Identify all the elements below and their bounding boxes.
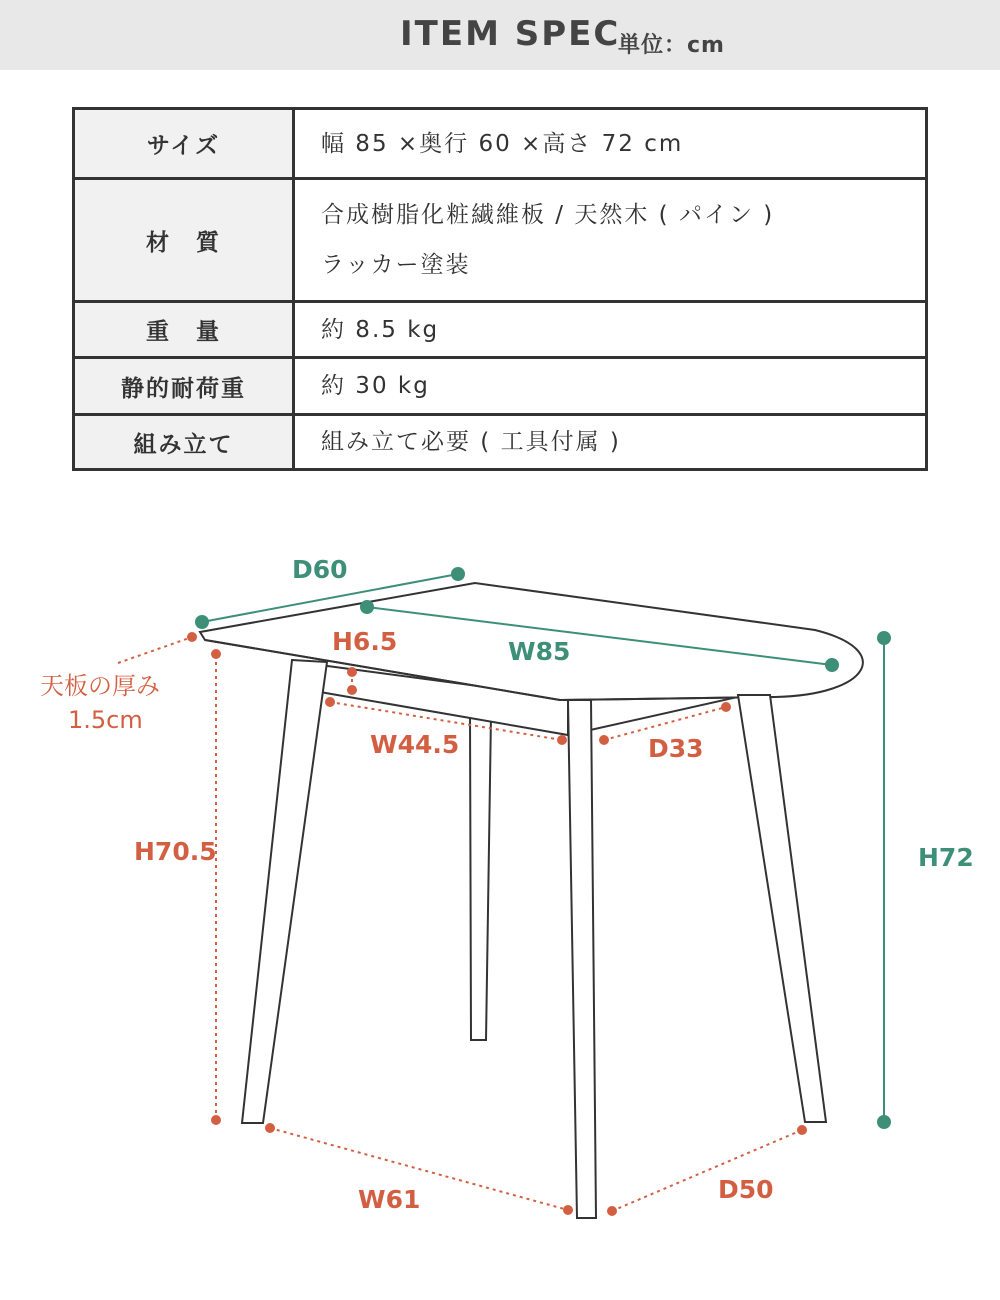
- w61-dot-start: [265, 1123, 275, 1133]
- h65-dot-top: [347, 667, 357, 677]
- spec-row-size: [74, 109, 927, 179]
- leg-center: [568, 700, 596, 1218]
- spec-value-material: [294, 179, 927, 302]
- table-drawing: [200, 583, 863, 1218]
- label-h65: H6.5: [332, 627, 398, 656]
- w445-dot-end: [557, 735, 567, 745]
- spec-value-size-line: 幅 85 ×奥行 60 ×高さ 72 cm: [321, 130, 684, 157]
- spec-value-material-line-1: 合成樹脂化粧繊維板 / 天然木 ( パイン ): [321, 202, 775, 228]
- leg-left: [242, 660, 327, 1123]
- spec-label-assembly: 組み立て: [74, 415, 294, 470]
- spec-label-weight: 重 量: [74, 302, 294, 358]
- spec-label-load: 静的耐荷重: [74, 358, 294, 415]
- spec-row-weight: [74, 302, 927, 358]
- h705-dot-top: [211, 649, 221, 659]
- spec-value-weight-line: 約 8.5 kg: [321, 316, 440, 343]
- w445-dot-start: [325, 697, 335, 707]
- d50-dot-end: [797, 1125, 807, 1135]
- label-d33: D33: [648, 734, 704, 763]
- d33-dot-end: [721, 702, 731, 712]
- label-top-thickness: 天板の厚み: [40, 672, 160, 700]
- label-h705: H70.5: [134, 837, 217, 866]
- w85-dot-start: [361, 601, 373, 613]
- label-w445: W44.5: [370, 730, 460, 759]
- spec-value-material-line-2: ラッカー塗装: [321, 252, 471, 278]
- label-d60: D60: [292, 555, 348, 584]
- thickness-dot: [187, 632, 197, 642]
- d50-dot-start: [607, 1206, 617, 1216]
- spec-value-assembly: [294, 415, 927, 470]
- d33-dot-start: [599, 735, 609, 745]
- spec-row-load: [74, 358, 927, 415]
- spec-value-size: [294, 109, 927, 179]
- w85-dot-end: [826, 659, 838, 671]
- header-unit: 単位：cm: [618, 33, 725, 58]
- orange-dimensions: [118, 637, 802, 1211]
- spec-label-material: 材 質: [74, 179, 294, 302]
- thickness-leader: [118, 637, 192, 663]
- back-leg: [470, 715, 491, 1040]
- w61-dot-end: [563, 1205, 573, 1215]
- label-w85: W85: [508, 637, 571, 666]
- spec-value-assembly-line: 組み立て必要 ( 工具付属 ): [321, 429, 621, 455]
- label-top-thickness-value: 1.5cm: [68, 706, 143, 734]
- d60-dot-start: [196, 616, 208, 628]
- spec-value-load-line: 約 30 kg: [321, 373, 430, 399]
- spec-row-material: [74, 179, 927, 302]
- header-bar: [0, 0, 1000, 70]
- spec-row-assembly: [74, 415, 927, 470]
- label-d50: D50: [718, 1175, 774, 1204]
- spec-label-size: サイズ: [74, 109, 294, 179]
- label-h72: H72: [918, 843, 974, 872]
- leg-right: [738, 695, 826, 1122]
- header-title: ITEM SPEC: [400, 14, 621, 54]
- h65-dot-bottom: [347, 685, 357, 695]
- spec-table: [72, 107, 928, 471]
- h72-dot-bottom: [878, 1116, 890, 1128]
- h72-dot-top: [878, 632, 890, 644]
- d60-dot-end: [452, 568, 464, 580]
- table-dimension-diagram: [0, 500, 1000, 1300]
- label-w61: W61: [358, 1185, 421, 1214]
- spec-value-weight: [294, 302, 927, 358]
- h705-dot-bottom: [211, 1115, 221, 1125]
- spec-value-load: [294, 358, 927, 415]
